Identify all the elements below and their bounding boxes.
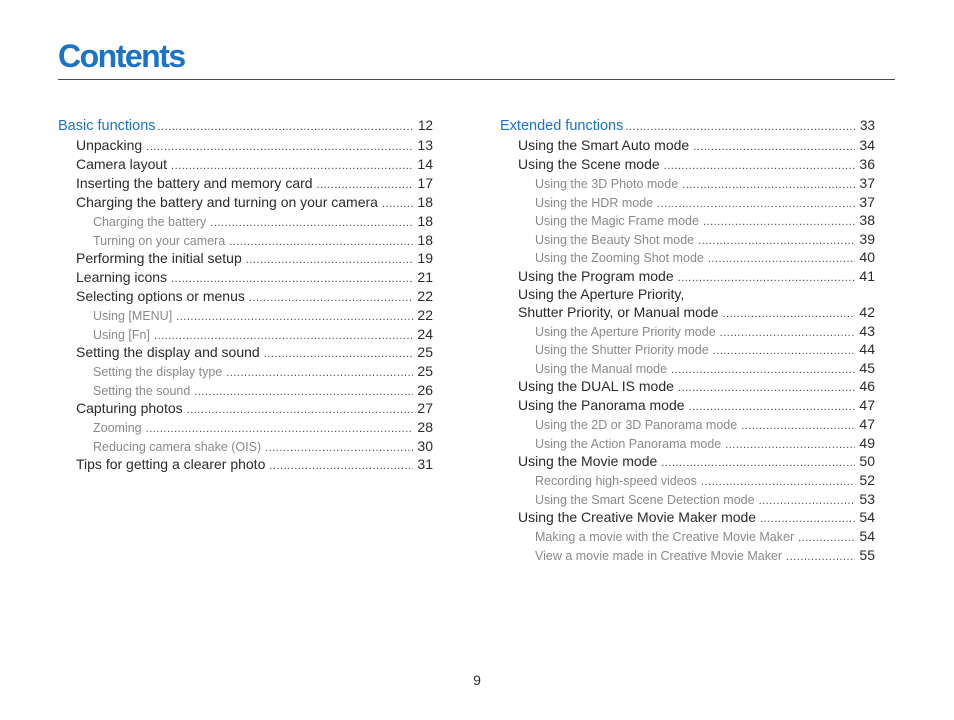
toc-entry-label: Shutter Priority, or Manual mode — [518, 303, 719, 320]
toc-subentry[interactable] — [500, 340, 875, 359]
toc-page-number: 44 — [859, 341, 875, 357]
dot-leader — [682, 176, 855, 195]
dot-leader — [625, 118, 856, 137]
toc-entry[interactable] — [500, 452, 875, 471]
toc-page-number: 26 — [417, 381, 433, 398]
toc-subentry[interactable] — [500, 248, 875, 267]
toc-entry-label: Using the Smart Scene Detection mode — [535, 492, 755, 507]
toc-page-number: 30 — [417, 437, 433, 454]
toc-page-number: 54 — [859, 528, 875, 544]
dot-leader — [158, 118, 414, 137]
toc-entry[interactable] — [58, 455, 433, 474]
toc-subentry[interactable] — [500, 230, 875, 249]
toc-page-number: 42 — [859, 303, 875, 320]
dot-leader — [760, 510, 855, 529]
toc-page-number: 19 — [417, 250, 433, 266]
toc-entry-label: Using the Manual mode — [535, 361, 668, 376]
toc-subentry[interactable] — [58, 437, 433, 456]
toc-entry-label: Using the Beauty Shot mode — [535, 232, 695, 247]
dot-leader — [187, 401, 414, 420]
toc-subentry[interactable] — [58, 325, 433, 344]
toc-entry-label: Reducing camera shake (OIS) — [93, 439, 262, 454]
dot-leader — [689, 398, 856, 417]
dot-leader — [176, 308, 413, 327]
toc-entry-label: Using the Shutter Priority mode — [535, 343, 709, 357]
toc-entry-label: Charging the battery — [93, 215, 207, 229]
toc-subentry[interactable] — [500, 211, 875, 230]
toc-page-number: 14 — [417, 156, 433, 172]
toc-entry[interactable] — [58, 155, 433, 174]
toc-entry-label: Selecting options or menus — [76, 288, 245, 304]
toc-entry[interactable] — [58, 136, 433, 155]
toc-page-number: 39 — [859, 230, 875, 247]
toc-entry-label: Using the Movie mode — [518, 453, 658, 469]
toc-entry-label: Making a movie with the Creative Movie Maker — [535, 530, 795, 544]
toc-entry-label: Inserting the battery and memory card — [76, 175, 313, 191]
page-number: 9 — [473, 672, 481, 688]
toc-entry-label: Using the Zooming Shot mode — [535, 251, 704, 265]
dot-leader — [713, 342, 856, 361]
toc-entry[interactable] — [500, 508, 875, 527]
dot-leader — [229, 233, 413, 252]
toc-entry-label: Capturing photos — [76, 400, 183, 416]
dot-leader — [786, 548, 855, 567]
toc-page-number: 34 — [859, 137, 875, 153]
toc-page-number: 18 — [417, 194, 433, 210]
title-divider — [58, 79, 895, 80]
toc-entry-label: Using the Action Panorama mode — [535, 436, 722, 451]
toc-page-number: 45 — [859, 359, 875, 376]
toc-entry-label: Using the Program mode — [518, 267, 674, 284]
dot-leader — [246, 251, 414, 270]
dot-leader — [741, 417, 855, 436]
toc-entry-label: View a movie made in Creative Movie Maker — [535, 548, 783, 563]
toc-page-number: 41 — [859, 267, 875, 284]
toc-subentry[interactable] — [500, 193, 875, 212]
toc-entry[interactable] — [500, 155, 875, 174]
toc-entry-label: Using the Aperture Priority, — [518, 285, 685, 302]
dot-leader — [671, 361, 855, 380]
dot-leader — [146, 420, 414, 439]
dot-leader — [693, 138, 855, 157]
toc-page-number: 37 — [859, 175, 875, 191]
toc-subentry[interactable] — [58, 418, 433, 437]
dot-leader — [698, 232, 855, 251]
toc-entry[interactable] — [500, 396, 875, 415]
toc-entry-label: Turning on your camera — [93, 233, 226, 248]
toc-entry[interactable] — [500, 377, 875, 396]
toc-entry-line — [518, 303, 875, 322]
toc-page-number: 17 — [417, 175, 433, 191]
toc-page-number: 18 — [417, 213, 433, 229]
toc-entry-label: Using the Smart Auto mode — [518, 137, 690, 153]
toc-page-number: 43 — [859, 322, 875, 339]
toc-subentry[interactable] — [58, 362, 433, 381]
toc-entry[interactable] — [58, 399, 433, 418]
toc-column-left — [58, 116, 433, 474]
toc-page-number: 27 — [417, 400, 433, 416]
toc-page-number: 12 — [417, 118, 433, 133]
toc-page-number: 54 — [859, 509, 875, 525]
toc-entry[interactable] — [500, 267, 875, 286]
toc-page-number: 47 — [859, 397, 875, 413]
toc-page-number: 22 — [417, 307, 433, 323]
dot-leader — [210, 214, 413, 233]
toc-subentry[interactable] — [58, 306, 433, 325]
toc-page-number: 25 — [417, 344, 433, 360]
dot-leader — [708, 250, 856, 269]
toc-subentry[interactable] — [58, 212, 433, 231]
toc-entry-label: Using the 2D or 3D Panorama mode — [535, 418, 738, 432]
toc-entry-label: Using the 3D Photo mode — [535, 177, 679, 191]
toc-entry-label: Using the Magic Frame mode — [535, 214, 699, 228]
toc-page-number: 52 — [859, 472, 875, 488]
toc-entry[interactable] — [500, 286, 875, 322]
toc-page-number: 22 — [417, 288, 433, 304]
toc-entry-label: Using the DUAL IS mode — [518, 378, 674, 394]
page-title: Contents — [58, 38, 185, 74]
toc-entry[interactable] — [58, 268, 433, 287]
toc-page-number: 53 — [859, 490, 875, 507]
toc-subentry[interactable] — [500, 471, 875, 490]
toc-entry[interactable] — [58, 343, 433, 362]
dot-leader — [701, 473, 856, 492]
toc-subentry[interactable] — [500, 546, 875, 565]
toc-entry[interactable] — [58, 287, 433, 306]
toc-entry[interactable] — [58, 193, 433, 212]
toc-subentry[interactable] — [58, 381, 433, 400]
dot-leader — [382, 195, 413, 214]
toc-subentry[interactable] — [500, 434, 875, 453]
toc-entry-label: Using [MENU] — [93, 309, 173, 323]
toc-entry[interactable] — [500, 136, 875, 155]
toc-entry-label: Performing the initial setup — [76, 250, 242, 266]
toc-page-number: 31 — [417, 456, 433, 472]
toc-entry-label: Tips for getting a clearer photo — [76, 456, 266, 472]
toc-entry-label: Using the Aperture Priority mode — [535, 324, 716, 339]
toc-entry-label: Using the Panorama mode — [518, 397, 685, 413]
toc-subentry[interactable] — [500, 527, 875, 546]
dot-leader — [798, 529, 855, 548]
toc-page-number: 24 — [417, 325, 433, 342]
toc-page-number: 46 — [859, 378, 875, 394]
toc-subentry[interactable] — [500, 359, 875, 378]
toc-entry-label: Using the HDR mode — [535, 195, 654, 210]
dot-leader — [264, 345, 414, 364]
dot-leader — [194, 383, 413, 402]
dot-leader — [249, 289, 414, 308]
toc-entry-label: Zooming — [93, 421, 142, 435]
toc-entry-label: Learning icons — [76, 269, 168, 285]
toc-column-right — [500, 116, 875, 564]
toc-entry-label: Basic functions — [58, 118, 156, 134]
toc-page-number: 21 — [417, 269, 433, 285]
toc-entry-label: Unpacking — [76, 137, 143, 153]
dot-leader — [226, 364, 413, 383]
dot-leader — [678, 379, 856, 398]
toc-subentry[interactable] — [500, 174, 875, 193]
dot-leader — [657, 195, 855, 214]
dot-leader — [661, 454, 855, 473]
toc-subentry[interactable] — [500, 415, 875, 434]
toc-page-number: 33 — [859, 118, 875, 133]
toc-page-number: 37 — [859, 193, 875, 210]
dot-leader — [678, 269, 856, 288]
dot-leader — [146, 138, 413, 157]
toc-entry-label: Using the Creative Movie Maker mode — [518, 509, 757, 525]
toc-page-number: 36 — [859, 156, 875, 172]
toc-page-number: 13 — [417, 137, 433, 153]
dot-leader — [720, 324, 856, 343]
toc-entry-label: Setting the display type — [93, 365, 223, 379]
toc-entry[interactable] — [58, 249, 433, 268]
dot-leader — [269, 457, 413, 476]
dot-leader — [759, 492, 856, 511]
toc-subentry[interactable] — [58, 231, 433, 250]
toc-subentry[interactable] — [500, 322, 875, 341]
toc-page-number: 47 — [859, 416, 875, 432]
toc-entry-label: Using [Fn] — [93, 327, 150, 342]
toc-page-number: 25 — [417, 363, 433, 379]
toc-entry-label: Extended functions — [500, 118, 624, 134]
dot-leader — [723, 305, 856, 324]
dot-leader — [664, 157, 856, 176]
toc-subentry[interactable] — [500, 490, 875, 509]
toc-entry-label: Charging the battery and turning on your camera — [76, 194, 378, 210]
toc-page-number: 55 — [859, 546, 875, 563]
toc-page-number: 40 — [859, 249, 875, 265]
toc-entry[interactable] — [58, 174, 433, 193]
toc-page-number: 18 — [417, 231, 433, 248]
toc-entry-label: Setting the display and sound — [76, 344, 260, 360]
toc-entry-label: Using the Scene mode — [518, 156, 660, 172]
toc-entry-label: Recording high-speed videos — [535, 474, 697, 488]
dot-leader — [703, 213, 855, 232]
dot-leader — [265, 439, 413, 458]
toc-entry-label: Setting the sound — [93, 383, 191, 398]
toc-entry-label: Camera layout — [76, 156, 168, 172]
dot-leader — [725, 436, 855, 455]
toc-page-number: 38 — [859, 212, 875, 228]
toc-section-heading[interactable] — [500, 116, 875, 136]
toc-section-heading[interactable] — [58, 116, 433, 136]
toc-page-number: 28 — [417, 419, 433, 435]
toc-page-number: 49 — [859, 434, 875, 451]
toc-page-number: 50 — [859, 453, 875, 469]
